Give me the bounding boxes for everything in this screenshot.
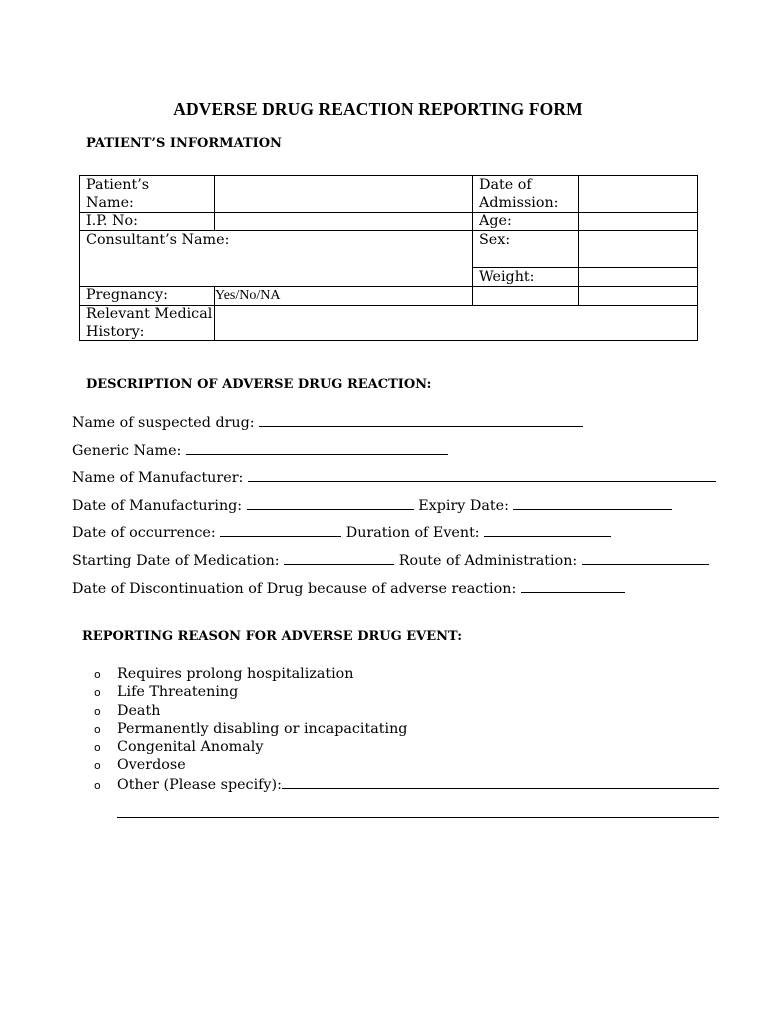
generic-name-label: Generic Name: bbox=[72, 443, 182, 459]
reporting-reason-heading: REPORTING REASON FOR ADVERSE DRUG EVENT: bbox=[82, 629, 463, 644]
expiry-date-label: Expiry Date: bbox=[418, 498, 509, 514]
generic-name-blank[interactable] bbox=[186, 441, 448, 455]
table-rule bbox=[214, 175, 215, 231]
manufacturer-blank[interactable] bbox=[248, 468, 716, 482]
discontinuation-line bbox=[72, 579, 625, 598]
sex-label: Sex: bbox=[479, 232, 511, 248]
date-discontinuation-label: Date of Discontinuation of Drug because of adverse reaction: bbox=[72, 581, 517, 597]
reporting-reason-list bbox=[94, 665, 734, 793]
date-occurrence-label: Date of occurrence: bbox=[72, 525, 216, 541]
bullet-circle-icon: o bbox=[94, 722, 101, 736]
table-border-top bbox=[79, 175, 697, 176]
table-rule bbox=[472, 175, 473, 306]
route-admin-label: Route of Administration: bbox=[398, 553, 578, 569]
ip-no-label: I.P. No: bbox=[86, 213, 138, 229]
weight-label: Weight: bbox=[479, 269, 535, 285]
occurrence-duration-line bbox=[72, 523, 611, 542]
list-item: o Death bbox=[94, 702, 161, 719]
table-rule bbox=[79, 212, 697, 213]
date-manufacturing-blank[interactable] bbox=[247, 496, 414, 510]
date-discontinuation-blank[interactable] bbox=[521, 579, 625, 593]
bullet-circle-icon: o bbox=[94, 778, 101, 792]
generic-name-line bbox=[72, 441, 448, 460]
list-item: o Overdose bbox=[94, 757, 186, 774]
expiry-date-blank[interactable] bbox=[513, 496, 672, 510]
date-manufacturing-label: Date of Manufacturing: bbox=[72, 498, 243, 514]
suspected-drug-line bbox=[72, 413, 583, 432]
suspected-drug-blank[interactable] bbox=[259, 413, 583, 427]
list-item: o Life Threatening bbox=[94, 684, 239, 701]
list-item: o Congenital Anomaly bbox=[94, 739, 264, 756]
patient-info-table bbox=[0, 0, 768, 360]
list-item: o Other (Please specify): bbox=[94, 775, 734, 793]
duration-event-blank[interactable] bbox=[484, 523, 611, 537]
route-admin-blank[interactable] bbox=[582, 551, 709, 565]
bullet-circle-icon: o bbox=[94, 704, 101, 718]
table-border-right bbox=[697, 175, 698, 341]
description-heading: DESCRIPTION OF ADVERSE DRUG REACTION: bbox=[86, 377, 432, 392]
suspected-drug-label: Name of suspected drug: bbox=[72, 415, 255, 431]
starting-route-line bbox=[72, 551, 709, 570]
date-of-admission-label: Date of Admission: bbox=[479, 177, 559, 211]
form-title: ADVERSE DRUG REACTION REPORTING FORM bbox=[173, 99, 583, 119]
starting-date-blank[interactable] bbox=[284, 551, 394, 565]
medical-history-label: Relevant Medical History: bbox=[86, 306, 213, 340]
bullet-circle-icon: o bbox=[94, 668, 101, 681]
bullet-circle-icon: o bbox=[94, 741, 101, 755]
date-occurrence-blank[interactable] bbox=[220, 523, 341, 537]
consultant-name-label: Consultant’s Name: bbox=[86, 232, 230, 248]
other-specify-blank[interactable] bbox=[282, 775, 719, 789]
manufacturing-expiry-line bbox=[72, 496, 672, 515]
duration-event-label: Duration of Event: bbox=[345, 525, 480, 541]
patients-name-label: Patient’s Name: bbox=[86, 177, 150, 211]
age-label: Age: bbox=[479, 213, 512, 229]
table-rule bbox=[79, 286, 697, 287]
pregnancy-label: Pregnancy: bbox=[86, 287, 168, 303]
list-item: o Requires prolong hospitalization bbox=[94, 666, 354, 682]
bullet-circle-icon: o bbox=[94, 759, 101, 773]
manufacturer-label: Name of Manufacturer: bbox=[72, 470, 244, 486]
other-specify-continuation-blank[interactable] bbox=[117, 817, 719, 818]
starting-date-label: Starting Date of Medication: bbox=[72, 553, 280, 569]
manufacturer-line bbox=[72, 468, 716, 487]
bullet-circle-icon: o bbox=[94, 686, 101, 700]
patient-info-heading: PATIENT’S INFORMATION bbox=[86, 136, 282, 151]
list-item: o Permanently disabling or incapacitating bbox=[94, 720, 408, 737]
table-border-left bbox=[79, 175, 80, 341]
pregnancy-options: Yes/No/NA bbox=[215, 288, 281, 303]
table-rule bbox=[578, 175, 579, 306]
